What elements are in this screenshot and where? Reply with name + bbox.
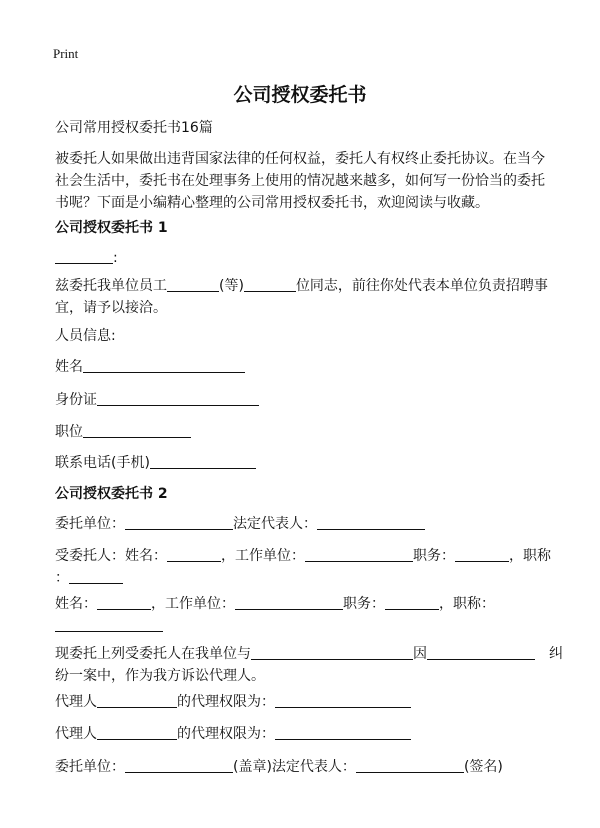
agent-title-blank[interactable] — [69, 568, 123, 584]
sign-unit-blank[interactable] — [125, 757, 233, 773]
agent2-title-label: ，职称 — [439, 596, 481, 612]
case-cause-blank[interactable] — [427, 644, 535, 660]
agent-duty-blank[interactable] — [455, 546, 509, 562]
agent2-name-label: 姓名： — [55, 596, 97, 612]
id-field-row — [55, 389, 259, 411]
id-blank[interactable] — [97, 390, 259, 406]
section1-heading: 公司授权委托书 1 — [55, 220, 168, 236]
agent2-title-colon: ： — [481, 596, 495, 612]
unit-blank[interactable] — [125, 514, 233, 530]
signature-label: (签名) — [463, 759, 503, 775]
agent2-name-blank[interactable] — [97, 594, 151, 610]
position-blank[interactable] — [83, 422, 191, 438]
agent2-authority-blank[interactable] — [275, 724, 411, 740]
agent2-blank[interactable] — [97, 724, 177, 740]
agent2-work-unit-blank[interactable] — [235, 594, 343, 610]
case-row — [55, 643, 563, 665]
intro-paragraph: 被委托人如果做出违背国家法律的任何权益，委托人有权终止委托协议。在当今社会生活中，委托书在处理事务上使用的情况越来越多，如何写一份恰当的委托书呢？下面是小编精心整理的公司常用授权委托书，欢迎阅读与收藏。 — [55, 151, 545, 211]
body-text-c: 位同志，前往你处代表本单位负责招聘事 — [295, 278, 548, 294]
agent-duty-label: 职务： — [413, 548, 455, 564]
name-blank[interactable] — [83, 357, 245, 373]
position-field-row — [55, 421, 191, 443]
blank-employee[interactable] — [167, 276, 219, 292]
agent2-authority-row — [55, 723, 411, 745]
legal-rep-label: 法定代表人： — [233, 516, 317, 532]
case-text-c: 纠 — [549, 646, 563, 662]
agent2-work-unit-label: ，工作单位： — [151, 596, 235, 612]
name-field-row — [55, 356, 245, 378]
phone-blank[interactable] — [150, 453, 256, 469]
agent2-label: 代理人 — [55, 726, 97, 742]
position-label: 职位 — [55, 424, 83, 440]
addressee-line — [55, 247, 118, 269]
signature-row — [55, 756, 503, 778]
agent1-blank[interactable] — [97, 692, 177, 708]
info-label: 人员信息: — [55, 328, 116, 344]
document-subtitle: 公司常用授权委托书16篇 — [55, 120, 213, 136]
agent-title-label: ，职称 — [509, 548, 551, 564]
blank-addressee[interactable] — [55, 248, 113, 264]
signature-blank[interactable] — [356, 757, 464, 773]
body-line-1 — [55, 275, 548, 297]
sign-unit-label: 委托单位： — [55, 759, 125, 775]
body-text-a: 兹委托我单位员工 — [55, 278, 167, 294]
agent2-duty-label: 职务： — [343, 596, 385, 612]
agent2-title-row — [55, 615, 163, 637]
agent2-row — [55, 593, 495, 615]
agent-title-colon: ： — [55, 570, 69, 586]
case-text-a: 现委托上列受委托人在我单位与 — [55, 646, 251, 662]
agent1-authority-blank[interactable] — [275, 692, 411, 708]
body-text-b: (等) — [219, 278, 244, 294]
agent1-label: 代理人 — [55, 694, 97, 710]
agent2-title-blank[interactable] — [55, 616, 163, 632]
agent-name-blank[interactable] — [167, 546, 221, 562]
document-title: 公司授权委托书 — [233, 84, 367, 106]
seal-label: (盖章)法定代表人： — [233, 759, 356, 775]
agent2-duty-blank[interactable] — [385, 594, 439, 610]
agent-name-label: 受委托人：姓名： — [55, 548, 167, 564]
case-line-2: 纷一案中，作为我方诉讼代理人。 — [55, 668, 265, 684]
id-label: 身份证 — [55, 392, 97, 408]
legal-rep-blank[interactable] — [317, 514, 425, 530]
unit-label: 委托单位： — [55, 516, 125, 532]
agent-work-unit-blank[interactable] — [305, 546, 413, 562]
phone-label: 联系电话(手机) — [55, 455, 150, 471]
agent1-authority-row — [55, 691, 411, 713]
unit-row — [55, 513, 425, 535]
agent-work-unit-label: ，工作单位： — [221, 548, 305, 564]
colon-text: : — [113, 250, 118, 266]
agent2-authority-label: 的代理权限为： — [177, 726, 275, 742]
section2-heading: 公司授权委托书 2 — [55, 486, 168, 502]
print-link[interactable]: Print — [53, 46, 79, 61]
phone-field-row — [55, 452, 256, 474]
case-text-b: 因 — [413, 646, 427, 662]
name-label: 姓名 — [55, 359, 83, 375]
body-line-2: 宜，请予以接洽。 — [55, 300, 167, 316]
case-party-blank[interactable] — [251, 644, 413, 660]
agent-title-row — [55, 567, 123, 589]
blank-count[interactable] — [244, 276, 296, 292]
agent-row — [55, 545, 551, 567]
agent1-authority-label: 的代理权限为： — [177, 694, 275, 710]
